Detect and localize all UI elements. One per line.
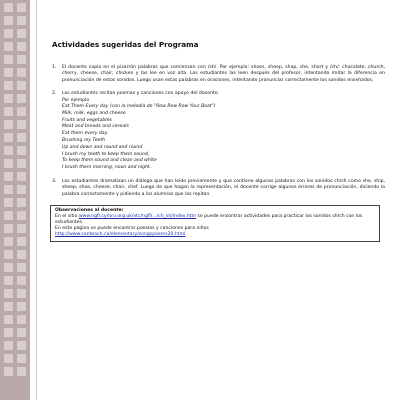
observations-line-1 bbox=[55, 214, 375, 226]
document-title: Actividades sugeridas del Programa bbox=[52, 40, 199, 49]
binder-square bbox=[17, 302, 26, 311]
document-page bbox=[50, 40, 385, 242]
binder-square bbox=[17, 276, 26, 285]
binder-square bbox=[17, 367, 26, 376]
item-text: El docente copia en el pizarrón palabras que comienzan con /sh/. Por ejemplo: shoes, sheep, shop, she, short y /ch/: chocolate, church, cherry, cheese, chair, chicken y las lee en voz alta. Los estudiantes las leen después del profesor, intentando imitar la diferencia en pronunciación de estos sonidos. Luego usan estas palabras en oraciones, intentando pronunciar correctamente los sonidos enseñados. bbox=[62, 65, 385, 83]
binder-square bbox=[17, 146, 26, 155]
binder-square bbox=[4, 29, 13, 38]
observations-line-2: En esta página se puede encontrar poesías y canciones para niños bbox=[55, 226, 209, 232]
binder-square bbox=[4, 42, 13, 51]
poem-line: To keep them sound and clean and white bbox=[62, 158, 157, 164]
binder-square bbox=[17, 263, 26, 272]
binder-square bbox=[17, 55, 26, 64]
binder-square bbox=[17, 107, 26, 116]
poem-line: Up and down and round and round bbox=[62, 144, 143, 150]
poem-line: Meat and breads and cereals bbox=[62, 124, 129, 130]
poem-line: Eat them every day. bbox=[62, 131, 109, 137]
binder-square bbox=[17, 328, 26, 337]
observations-box bbox=[50, 205, 380, 242]
binder-square bbox=[4, 198, 13, 207]
binder-square bbox=[4, 172, 13, 181]
poem-line: Fruits and vegetables bbox=[62, 117, 112, 123]
binder-square bbox=[4, 133, 13, 142]
item-intro: Los estudiantes recitan poemas y canciones con apoyo del docente. bbox=[62, 91, 220, 97]
binder-square bbox=[17, 289, 26, 298]
observations-heading: Observaciones al docente: bbox=[55, 208, 124, 214]
binder-square bbox=[17, 159, 26, 168]
binder-square bbox=[17, 16, 26, 25]
poem bbox=[62, 104, 385, 172]
poem-line: Milk, milk, eggs and cheese bbox=[62, 110, 126, 116]
binder-square bbox=[17, 120, 26, 129]
item-text: Los estudiantes dramatizan un diálogo que han leído previamente y que contiene algunas palabras con los sonidos ch/sh como she, ship, sheep, shoe, cheese, chair, chef. Luego de que hagan la representación, el docente corrige algunos errores de pronunciación, diciendo la palabra correctamente y pidiendo a los alumnos que las repitan. bbox=[62, 179, 385, 197]
observations-text: se puede encontrar actividades para practicar los sonidos sh/ch con los estudiantes. bbox=[55, 214, 363, 226]
binder-square bbox=[17, 133, 26, 142]
binder-square bbox=[17, 172, 26, 181]
binder-square bbox=[17, 29, 26, 38]
item-body bbox=[62, 91, 385, 172]
item-number: 3. bbox=[52, 179, 57, 184]
binder-square bbox=[4, 354, 13, 363]
binder-square bbox=[4, 341, 13, 350]
binder-square bbox=[4, 315, 13, 324]
binder-square bbox=[4, 211, 13, 220]
binder-square bbox=[4, 120, 13, 129]
binder-square bbox=[4, 224, 13, 233]
binder-square bbox=[17, 94, 26, 103]
binder-square bbox=[4, 16, 13, 25]
poem-line: Brushing my Teeth bbox=[62, 138, 106, 144]
activity-item-3 bbox=[50, 179, 385, 198]
binder-square bbox=[4, 94, 13, 103]
activity-item-2 bbox=[50, 91, 385, 172]
binder-square bbox=[4, 3, 13, 12]
binder-square bbox=[4, 263, 13, 272]
item-number: 1. bbox=[52, 65, 57, 70]
binder-square bbox=[4, 55, 13, 64]
binder-square bbox=[4, 185, 13, 194]
binder-strip bbox=[0, 0, 30, 400]
binder-square bbox=[4, 328, 13, 337]
binder-square bbox=[17, 250, 26, 259]
binder-square bbox=[17, 315, 26, 324]
binder-square bbox=[17, 341, 26, 350]
poem-line: I brush my teeth to keep them sound, bbox=[62, 151, 150, 157]
binder-square bbox=[17, 81, 26, 90]
binder-square bbox=[17, 198, 26, 207]
binder-square bbox=[4, 250, 13, 259]
binder-square bbox=[4, 302, 13, 311]
binder-square bbox=[4, 276, 13, 285]
canteach-link[interactable]: http://www.canteach.ca/elementary/songspoems20.html bbox=[55, 232, 186, 238]
binder-squares bbox=[4, 3, 26, 376]
binder-square bbox=[17, 354, 26, 363]
ngfl-link[interactable]: www.ngfl.cymru.org.uk/vtc/ngfl/.../ch_sh/index.htm bbox=[78, 214, 197, 220]
item-number: 2. bbox=[52, 91, 57, 97]
binder-square bbox=[4, 159, 13, 168]
binder-square bbox=[4, 237, 13, 246]
observations-text: En el sitio bbox=[55, 214, 79, 220]
binder-square bbox=[4, 289, 13, 298]
binder-square bbox=[4, 68, 13, 77]
binder-square bbox=[17, 42, 26, 51]
binder-square bbox=[17, 3, 26, 12]
binder-square bbox=[4, 107, 13, 116]
binder-square bbox=[17, 211, 26, 220]
binder-square bbox=[17, 185, 26, 194]
binder-square bbox=[4, 81, 13, 90]
binder-square bbox=[17, 224, 26, 233]
poem-line: I brush them morning, noon and night. bbox=[62, 165, 152, 171]
poem-line: Eat Them Every day (con la melodía de "Row Row Row Your Boat") bbox=[62, 104, 216, 110]
binder-square bbox=[17, 68, 26, 77]
binder-square bbox=[4, 146, 13, 155]
example-label: Por ejemplo bbox=[62, 97, 90, 103]
activity-item-1 bbox=[50, 65, 385, 84]
margin-line bbox=[36, 0, 37, 400]
binder-square bbox=[17, 237, 26, 246]
binder-square bbox=[4, 367, 13, 376]
